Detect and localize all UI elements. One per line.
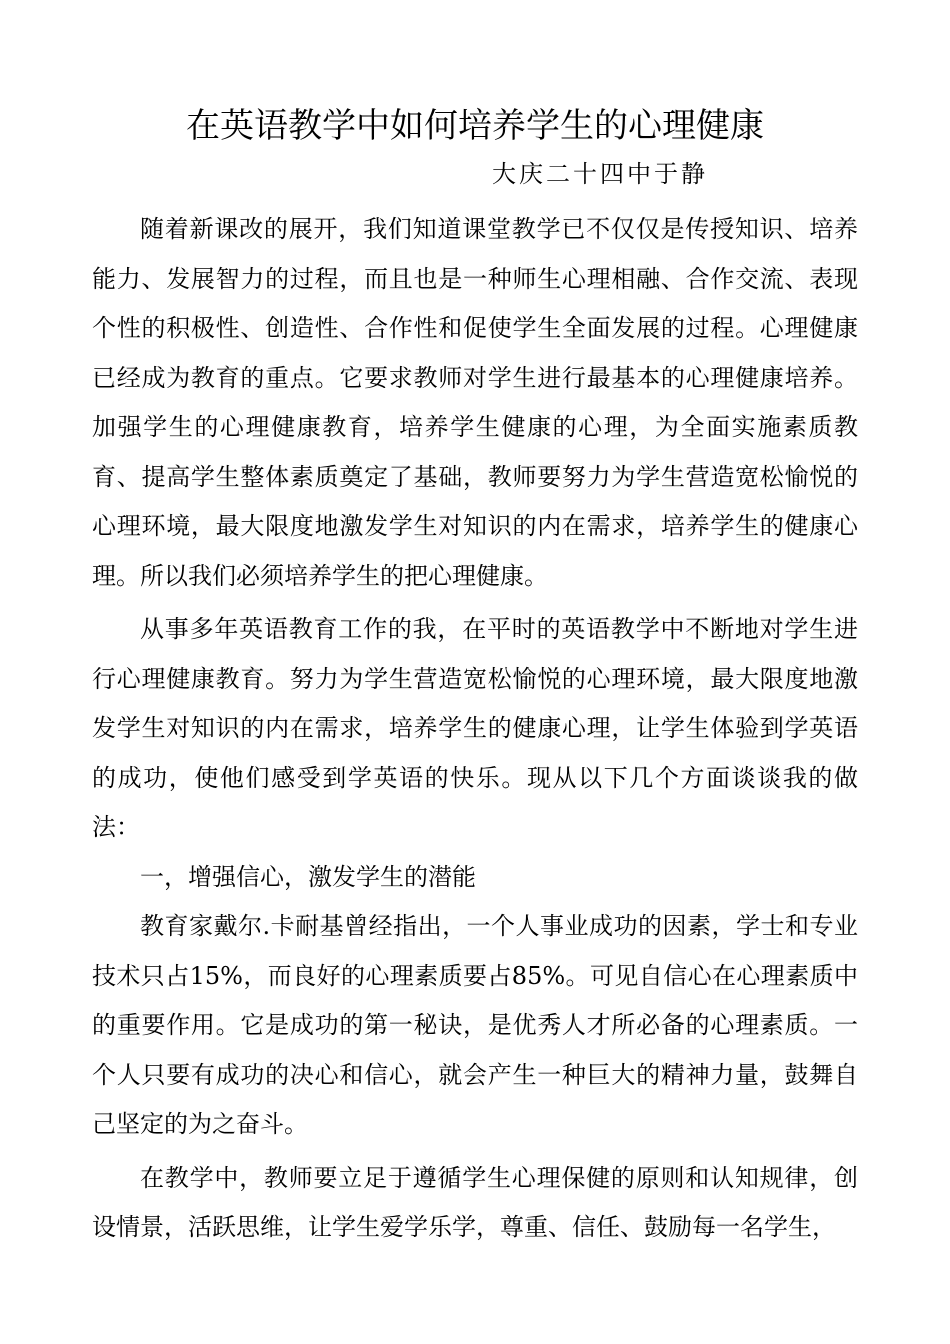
section-heading: 一，增强信心，激发学生的潜能 <box>140 862 476 891</box>
document-body <box>92 205 858 1253</box>
paragraph: 从事多年英语教育工作的我，在平时的英语教学中不断地对学生进行心理健康教育。努力为学生营造宽松愉悦的心理环境，最大限度地激发学生对知识的内在需求，培养学生的健康心理，让学生体验到学英语的成功，使他们感受到学英语的快乐。现从以下几个方面谈谈我的做法： <box>92 615 858 841</box>
paragraph: 教育家戴尔.卡耐基曾经指出，一个人事业成功的因素，学士和专业技术只占15%，而良好的心理素质要占85%。可见自信心在心理素质中的重要作用。它是成功的第一秘诀，是优秀人才所必备的心理素质。一个人只要有成功的决心和信心，就会产生一种巨大的精神力量，鼓舞自己坚定的为之奋斗。 <box>92 912 858 1138</box>
author-line: 大庆二十四中于静 <box>492 160 708 188</box>
document-page <box>92 0 858 1344</box>
paragraph: 在教学中，教师要立足于遵循学生心理保健的原则和认知规律，创设情景，活跃思维，让学生爱学乐学，尊重、信任、鼓励每一名学生， <box>92 1163 858 1241</box>
document-title: 在英语教学中如何培养学生的心理健康 <box>186 106 764 146</box>
paragraph: 随着新课改的展开，我们知道课堂教学已不仅仅是传授知识、培养能力、发展智力的过程，而且也是一种师生心理相融、合作交流、表现个性的积极性、创造性、合作性和促使学生全面发展的过程。心理健康已经成为教育的重点。它要求教师对学生进行最基本的心理健康培养。加强学生的心理健康教育，培养学生健康的心理，为全面实施素质教育、提高学生整体素质奠定了基础，教师要努力为学生营造宽松愉悦的心理环境，最大限度地激发学生对知识的内在需求，培养学生的健康心理。所以我们必须培养学生的把心理健康。 <box>92 215 858 590</box>
